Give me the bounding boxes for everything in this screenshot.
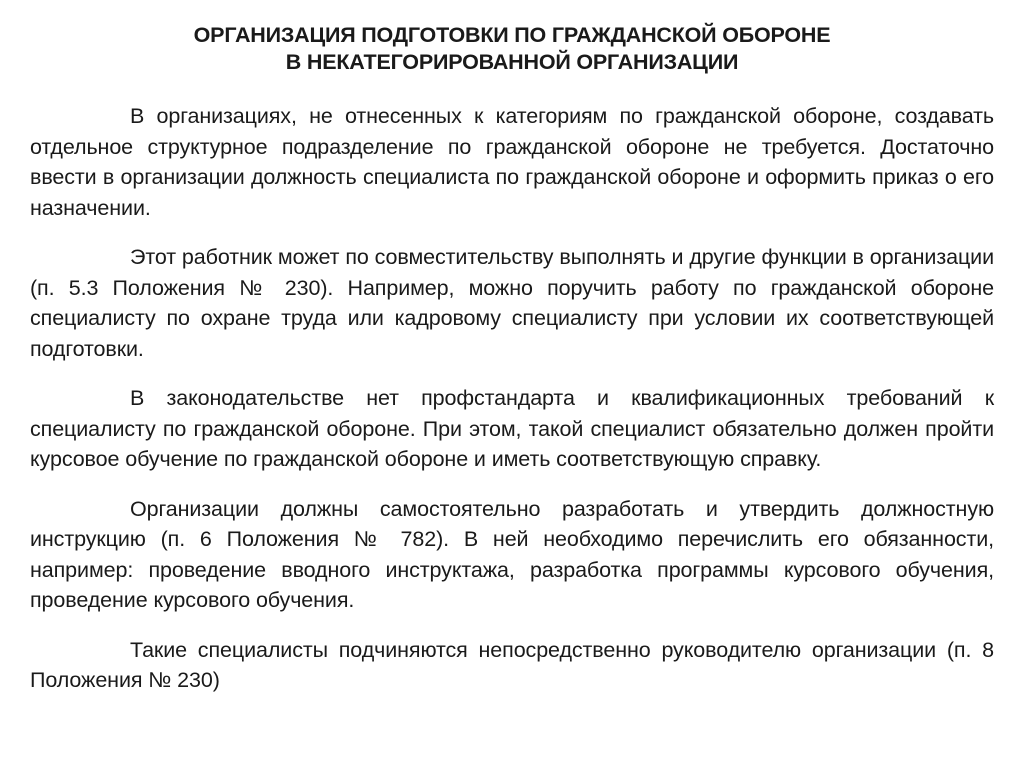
paragraph-2: Этот работник может по совместительству выполнять и другие функции в организации (п. 5.3 Положения № 230). Например, можно поручить работу по гражданской обороне специалисту по охране труда или кадровому специалисту при условии их соответствующей подготовки. (30, 245, 994, 361)
body-text (30, 101, 994, 696)
paragraph-1: В организациях, не отнесенных к категориям по гражданской обороне, создавать отдельное структурное подразделение по гражданской обороне не требуется. Достаточно ввести в организации должность специалиста по гражданской обороне и оформить приказ о его назначении. (30, 104, 994, 220)
title-line-1: ОРГАНИЗАЦИЯ ПОДГОТОВКИ ПО ГРАЖДАНСКОЙ ОБОРОНЕ (193, 23, 831, 47)
title-line-2: В НЕКАТЕГОРИРОВАННОЙ ОРГАНИЗАЦИИ (285, 50, 739, 74)
page-title (30, 0, 994, 76)
paragraph-4: Организации должны самостоятельно разработать и утвердить должностную инструкцию (п. 6 Положения № 782). В ней необходимо перечислить его обязанности, например: проведение вводного инструктажа, разработка программы курсового обучения, проведение курсового обучения. (30, 496, 994, 612)
paragraph-5: Такие специалисты подчиняются непосредственно руководителю организации (п. 8 Положения № 230) (30, 637, 994, 692)
paragraph-3: В законодательстве нет профстандарта и квалификационных требований к специалисту по гражданской обороне. При этом, такой специалист обязательно должен пройти курсовое обучение по гражданской обороне и иметь соответствующую справку. (30, 386, 994, 471)
